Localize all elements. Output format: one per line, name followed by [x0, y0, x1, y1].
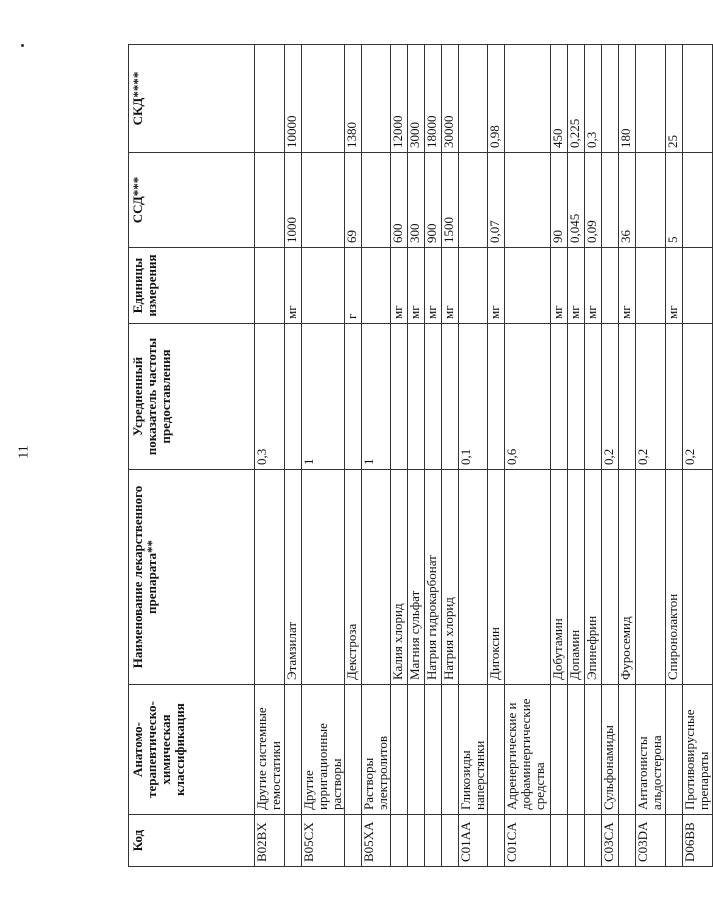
cell-skd: [362, 45, 391, 153]
cell-drug: Добутамин: [551, 470, 568, 685]
cell-ssd: [505, 153, 551, 248]
table-row: [568, 45, 585, 867]
cell-atc: Гликозиды наперстянки: [459, 685, 488, 815]
cell-drug: [602, 470, 619, 685]
cell-ssd: [362, 153, 391, 248]
cell-frequency: [285, 324, 302, 470]
cell-unit: мг: [391, 248, 408, 324]
cell-code: [425, 815, 442, 867]
table-row: [255, 45, 285, 867]
cell-code: [391, 815, 408, 867]
cell-atc: Противовирусные препараты: [683, 685, 713, 815]
cell-skd: [683, 45, 713, 153]
cell-unit: мг: [585, 248, 602, 324]
cell-skd: 10000: [285, 45, 302, 153]
cell-atc: [568, 685, 585, 815]
cell-unit: [683, 248, 713, 324]
cell-skd: [459, 45, 488, 153]
cell-drug: Магния сульфат: [408, 470, 425, 685]
cell-unit: мг: [425, 248, 442, 324]
cell-ssd: 1000: [285, 153, 302, 248]
cell-drug: [505, 470, 551, 685]
cell-code: [442, 815, 459, 867]
cell-atc: Другие ирригационные растворы: [302, 685, 345, 815]
cell-code: [285, 815, 302, 867]
cell-skd: [636, 45, 666, 153]
table-header-row: [129, 45, 255, 867]
cell-skd: 0,98: [488, 45, 505, 153]
cell-unit: мг: [619, 248, 636, 324]
cell-skd: [602, 45, 619, 153]
cell-drug: [683, 470, 713, 685]
cell-drug: Допамин: [568, 470, 585, 685]
cell-drug: Эпинефрин: [585, 470, 602, 685]
cell-code: [408, 815, 425, 867]
cell-frequency: 0,3: [255, 324, 285, 470]
cell-frequency: [408, 324, 425, 470]
cell-skd: [302, 45, 345, 153]
cell-atc: Другие системные гемостатики: [255, 685, 285, 815]
cell-frequency: 0,6: [505, 324, 551, 470]
cell-ssd: 600: [391, 153, 408, 248]
cell-drug: Декстроза: [345, 470, 362, 685]
cell-code: C03DA: [636, 815, 666, 867]
cell-frequency: [666, 324, 683, 470]
cell-code: [619, 815, 636, 867]
cell-frequency: [585, 324, 602, 470]
cell-drug: Фуросемид: [619, 470, 636, 685]
drug-table: [128, 44, 713, 867]
cell-unit: мг: [488, 248, 505, 324]
cell-skd: 18000: [425, 45, 442, 153]
cell-atc: Адренергические и дофаминергические средства: [505, 685, 551, 815]
table-row: [585, 45, 602, 867]
cell-code: [345, 815, 362, 867]
table-row: [551, 45, 568, 867]
cell-code: C01CA: [505, 815, 551, 867]
cell-frequency: [568, 324, 585, 470]
cell-ssd: 90: [551, 153, 568, 248]
cell-skd: 25: [666, 45, 683, 153]
cell-drug: [302, 470, 345, 685]
cell-drug: Натрия гидрокарбонат: [425, 470, 442, 685]
table-row: [488, 45, 505, 867]
cell-code: B02BX: [255, 815, 285, 867]
cell-ssd: 0,09: [585, 153, 602, 248]
cell-code: [666, 815, 683, 867]
table-row: [619, 45, 636, 867]
cell-skd: 0,225: [568, 45, 585, 153]
cell-unit: г: [345, 248, 362, 324]
cell-code: C01AA: [459, 815, 488, 867]
cell-drug: Натрия хлорид: [442, 470, 459, 685]
cell-frequency: [619, 324, 636, 470]
rotated-table-container: [128, 45, 711, 867]
cell-skd: [505, 45, 551, 153]
cell-code: [551, 815, 568, 867]
cell-ssd: 36: [619, 153, 636, 248]
cell-code: B05XA: [362, 815, 391, 867]
table-row: [391, 45, 408, 867]
table-row: [636, 45, 666, 867]
cell-frequency: 1: [362, 324, 391, 470]
cell-ssd: 0,07: [488, 153, 505, 248]
cell-skd: 30000: [442, 45, 459, 153]
cell-frequency: [425, 324, 442, 470]
cell-ssd: [636, 153, 666, 248]
cell-ssd: 69: [345, 153, 362, 248]
scan-dot: [21, 44, 24, 47]
cell-drug: [362, 470, 391, 685]
cell-unit: мг: [285, 248, 302, 324]
cell-atc: [442, 685, 459, 815]
header-atc: Анатомо-терапевтическо-химическая классификация: [129, 685, 255, 815]
cell-ssd: 0,045: [568, 153, 585, 248]
cell-frequency: [391, 324, 408, 470]
cell-code: [488, 815, 505, 867]
cell-unit: мг: [551, 248, 568, 324]
cell-atc: [666, 685, 683, 815]
cell-atc: Антагонисты альдостерона: [636, 685, 666, 815]
table-row: [459, 45, 488, 867]
cell-frequency: 0,1: [459, 324, 488, 470]
table-row: [302, 45, 345, 867]
cell-frequency: 0,2: [683, 324, 713, 470]
table-row: [425, 45, 442, 867]
cell-code: D06BB: [683, 815, 713, 867]
table-row: [362, 45, 391, 867]
cell-unit: [505, 248, 551, 324]
cell-drug: [459, 470, 488, 685]
cell-ssd: [459, 153, 488, 248]
header-frequency: Усредненный показатель частоты предоставления: [129, 324, 255, 470]
cell-unit: [302, 248, 345, 324]
header-unit: Единицы измерения: [129, 248, 255, 324]
cell-frequency: 0,2: [636, 324, 666, 470]
cell-drug: [255, 470, 285, 685]
cell-atc: [488, 685, 505, 815]
cell-skd: 0,3: [585, 45, 602, 153]
cell-code: [568, 815, 585, 867]
table-row: [345, 45, 362, 867]
cell-atc: [408, 685, 425, 815]
cell-atc: Растворы электролитов: [362, 685, 391, 815]
cell-unit: [255, 248, 285, 324]
cell-drug: Спиронолактон: [666, 470, 683, 685]
cell-atc: Сульфонамиды: [602, 685, 619, 815]
cell-drug: [636, 470, 666, 685]
cell-unit: мг: [568, 248, 585, 324]
cell-frequency: [345, 324, 362, 470]
cell-ssd: 900: [425, 153, 442, 248]
header-code: Код: [129, 815, 255, 867]
cell-atc: [619, 685, 636, 815]
cell-drug: Калия хлорид: [391, 470, 408, 685]
cell-unit: мг: [408, 248, 425, 324]
cell-unit: [636, 248, 666, 324]
cell-ssd: [602, 153, 619, 248]
cell-unit: мг: [666, 248, 683, 324]
table-row: [442, 45, 459, 867]
cell-skd: [255, 45, 285, 153]
table-row: [683, 45, 713, 867]
table-row: [408, 45, 425, 867]
table-row: [666, 45, 683, 867]
cell-atc: [345, 685, 362, 815]
cell-frequency: 1: [302, 324, 345, 470]
cell-drug: Дигоксин: [488, 470, 505, 685]
cell-frequency: [442, 324, 459, 470]
cell-frequency: [488, 324, 505, 470]
cell-unit: мг: [442, 248, 459, 324]
cell-skd: 450: [551, 45, 568, 153]
table-row: [505, 45, 551, 867]
table-row: [285, 45, 302, 867]
cell-atc: [391, 685, 408, 815]
cell-ssd: [302, 153, 345, 248]
cell-ssd: 1500: [442, 153, 459, 248]
cell-skd: 12000: [391, 45, 408, 153]
cell-drug: Этамзилат: [285, 470, 302, 685]
cell-ssd: [255, 153, 285, 248]
cell-frequency: 0,2: [602, 324, 619, 470]
header-drug: Наименование лекарственного препарата**: [129, 470, 255, 685]
cell-ssd: [683, 153, 713, 248]
cell-atc: [551, 685, 568, 815]
page-number: 11: [16, 445, 32, 459]
cell-frequency: [551, 324, 568, 470]
cell-unit: [362, 248, 391, 324]
header-skd: СКД****: [129, 45, 255, 153]
table-row: [602, 45, 619, 867]
cell-code: B05CX: [302, 815, 345, 867]
cell-code: C03CA: [602, 815, 619, 867]
cell-skd: 1380: [345, 45, 362, 153]
cell-ssd: 5: [666, 153, 683, 248]
cell-code: [585, 815, 602, 867]
cell-ssd: 300: [408, 153, 425, 248]
cell-skd: 180: [619, 45, 636, 153]
cell-skd: 3000: [408, 45, 425, 153]
cell-atc: [425, 685, 442, 815]
header-ssd: ССД***: [129, 153, 255, 248]
cell-atc: [285, 685, 302, 815]
cell-unit: [602, 248, 619, 324]
cell-atc: [585, 685, 602, 815]
cell-unit: [459, 248, 488, 324]
